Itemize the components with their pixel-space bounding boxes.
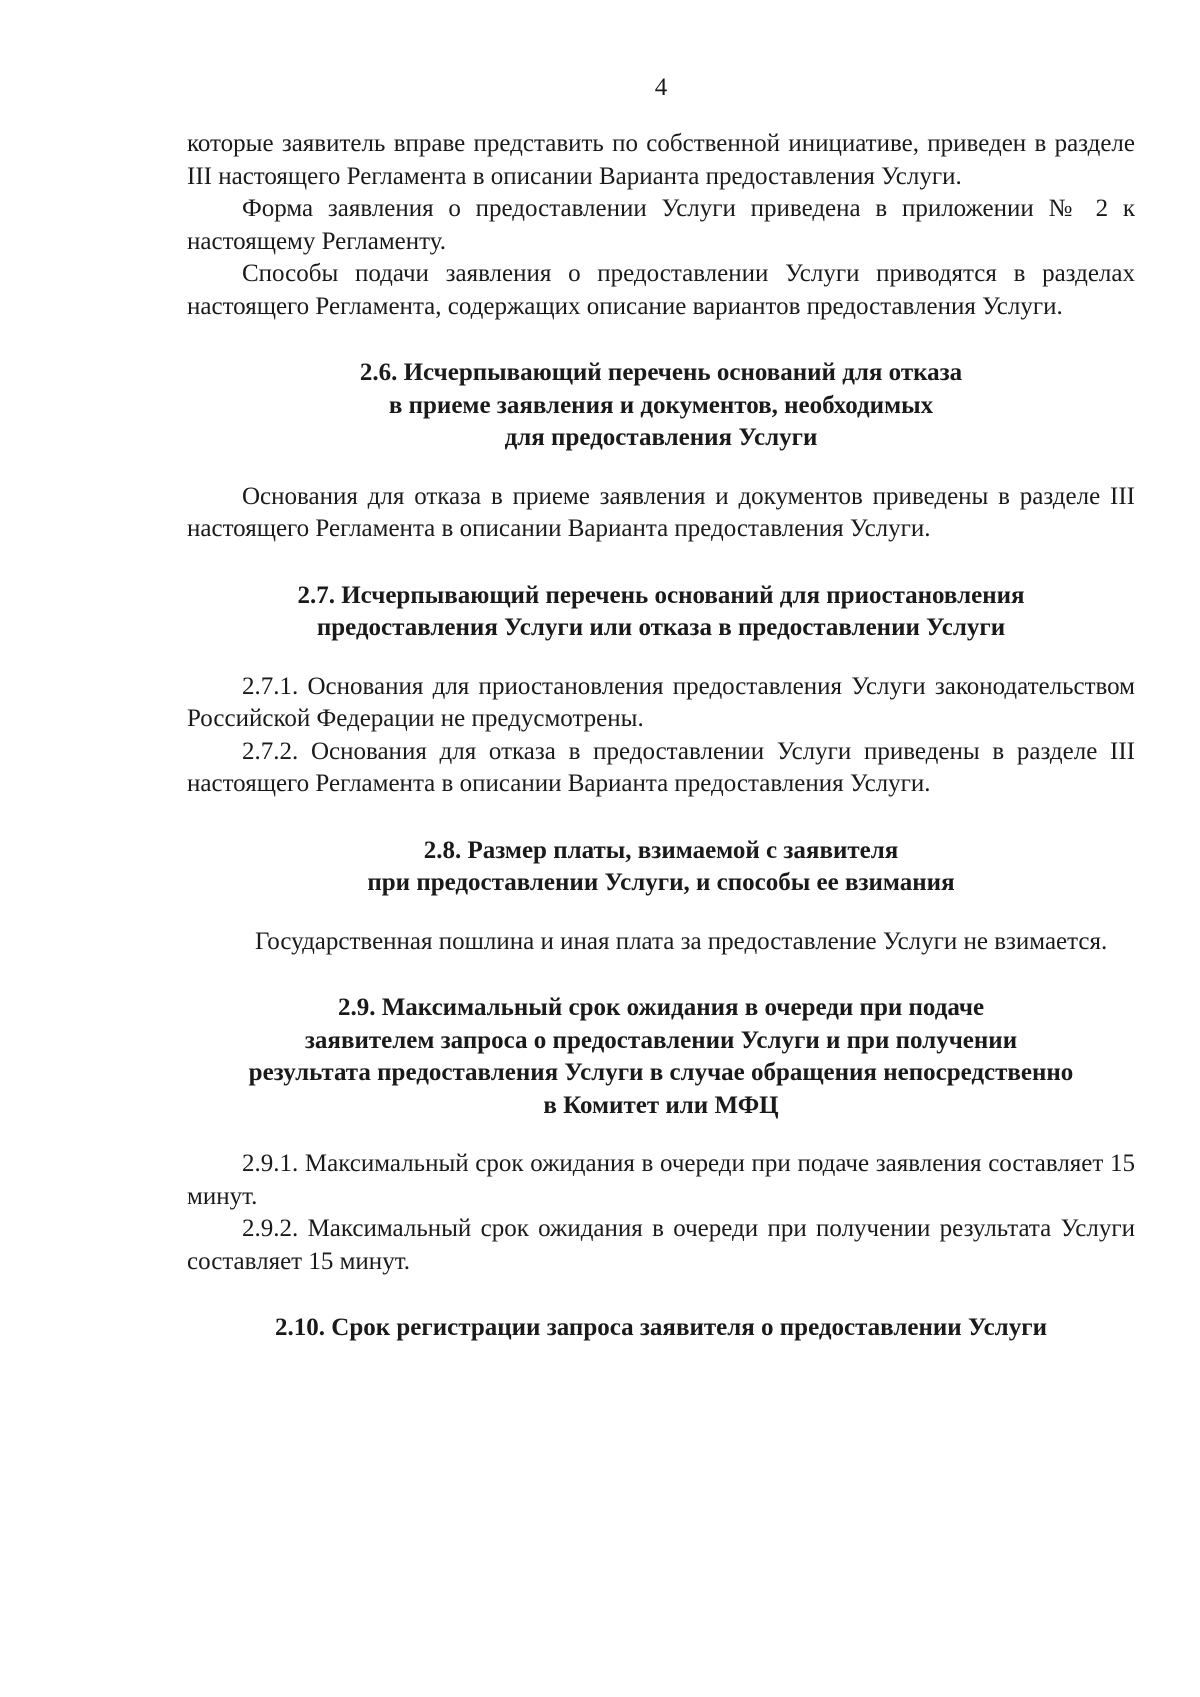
heading-line: 2.10. Срок регистрации запроса заявителя о предоставлении Услуги <box>275 1314 1047 1341</box>
heading-line: при предоставлении Услуги, и способы ее взимания <box>367 869 955 896</box>
intro-paragraph-1: которые заявитель вправе представить по собственной инициативе, приведен в разделе III настоящего Регламента в описании Варианта предоставления Услуги. <box>187 130 1135 190</box>
section-2-9-heading <box>187 992 1135 1122</box>
heading-line: предоставления Услуги или отказа в предоставлении Услуги <box>316 614 1006 641</box>
section-2-10-heading <box>187 1312 1135 1345</box>
intro-paragraph-2: Форма заявления о предоставлении Услуги приведена в приложении № 2 к настоящему Регламенту. <box>187 195 1135 255</box>
heading-line: результата предоставления Услуги в случае обращения непосредственно <box>248 1059 1074 1086</box>
heading-line: 2.7. Исчерпывающий перечень оснований для приостановления <box>297 581 1025 609</box>
intro-paragraph-3: Способы подачи заявления о предоставлении Услуги приводятся в разделах настоящего Регламента, содержащих описание вариантов предоставления Услуги. <box>187 260 1135 320</box>
heading-line: 2.8. Размер платы, взимаемой с заявителя <box>423 836 899 864</box>
heading-line: заявителем запроса о предоставлении Услуги и при получении <box>304 1026 1018 1054</box>
section-2-7-heading <box>187 580 1135 645</box>
section-2-9-1-paragraph: 2.9.1. Максимальный срок ожидания в очереди при подаче заявления составляет 15 минут. <box>187 1150 1135 1210</box>
heading-line: 2.9. Максимальный срок ожидания в очереди при подаче <box>337 994 985 1021</box>
heading-line: для предоставления Услуги <box>504 424 818 451</box>
page-number: 4 <box>654 74 668 101</box>
section-2-9-2-paragraph: 2.9.2. Максимальный срок ожидания в очереди при получении результата Услуги составляет 15 минут. <box>187 1215 1135 1275</box>
section-2-8-heading <box>187 835 1135 900</box>
heading-line: 2.6. Исчерпывающий перечень оснований для отказа <box>359 359 963 386</box>
heading-line: в Комитет или МФЦ <box>543 1091 779 1119</box>
section-2-7-2-paragraph: 2.7.2. Основания для отказа в предоставлении Услуги приведены в разделе III настоящего Регламента в описании Варианта предоставления Услуги. <box>187 737 1135 797</box>
section-2-7-1-paragraph: 2.7.1. Основания для приостановления предоставления Услуги законодательством Российской Федерации не предусмотрены. <box>187 672 1135 732</box>
section-2-6-heading <box>187 357 1135 455</box>
heading-line: в приеме заявления и документов, необходимых <box>388 391 934 419</box>
section-2-6-paragraph: Основания для отказа в приеме заявления и документов приведены в разделе III настоящего Регламента в описании Варианта предоставления Услуги. <box>187 482 1135 542</box>
section-2-8-paragraph: Государственная пошлина и иная плата за предоставление Услуги не взимается. <box>255 927 1108 955</box>
page-content <box>187 128 1135 1345</box>
